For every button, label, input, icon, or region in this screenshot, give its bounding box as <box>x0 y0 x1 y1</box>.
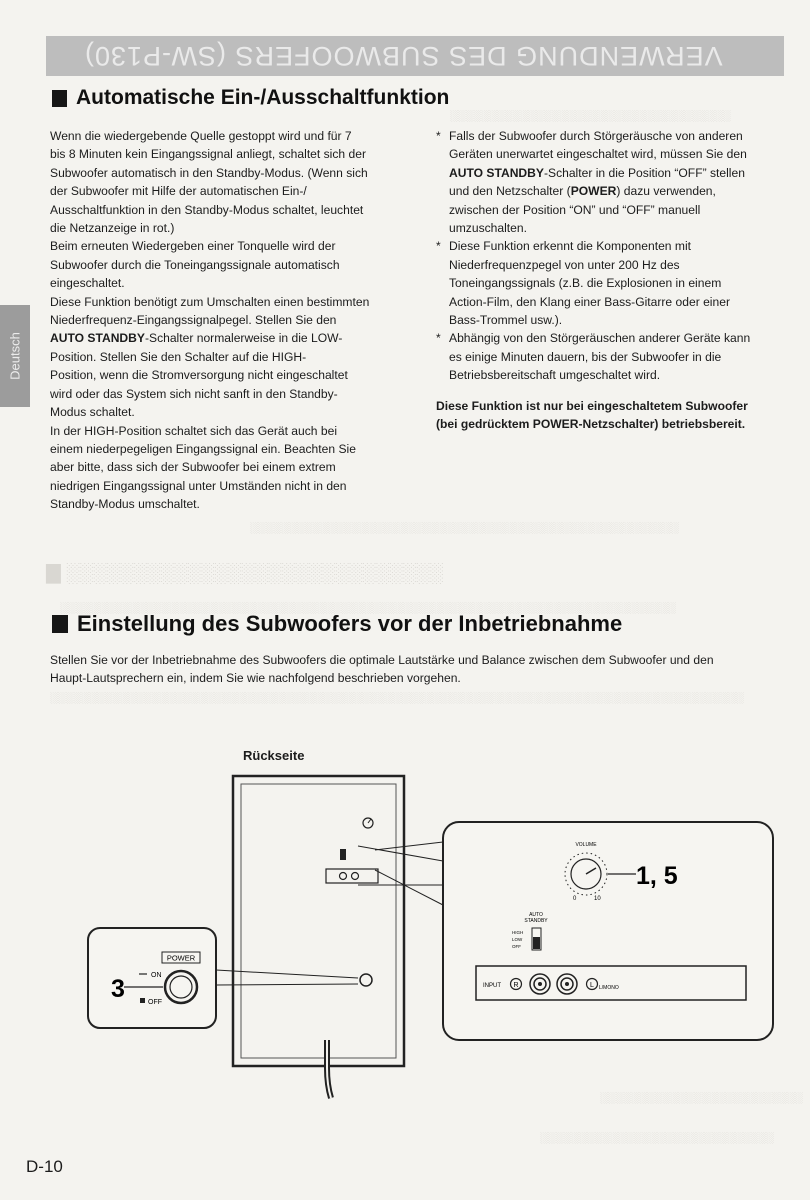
paragraph-line: Standby-Modus umschaltet. <box>50 497 200 512</box>
note-line-rest: -Schalter in die Position “OFF” stellen <box>543 165 745 180</box>
switch-high-label: HIGH <box>512 930 524 935</box>
paragraph-line: bis 8 Minuten kein Eingangssignal anliegt, schaltet sich der <box>50 147 366 162</box>
volume-max-label: 10 <box>594 896 601 902</box>
language-side-tab-label: Deutsch <box>7 332 23 380</box>
auto-standby-term: AUTO STANDBY <box>449 165 544 180</box>
paragraph-line: Position, wenn die Stromversorgung nicht eingeschaltet <box>50 368 348 383</box>
small-power-button <box>360 974 372 986</box>
note-line-part: ) dazu verwenden, <box>616 184 716 199</box>
switch-low-label: LOW <box>512 937 523 942</box>
paragraph-line: Wenn die wiedergebende Quelle gestoppt wird und für 7 <box>50 129 352 143</box>
asterisk-marker: * <box>436 129 441 143</box>
note-line: zwischen der Position “ON” und “OFF” manuell <box>449 202 701 217</box>
small-volume-pointer <box>368 819 371 823</box>
figure-title: Rückseite <box>243 748 305 763</box>
step-label-power: 3 <box>111 975 125 1003</box>
small-jack-r <box>340 873 347 880</box>
page-number: D-10 <box>26 1157 63 1176</box>
paragraph-line: Position. Stellen Sie den Schalter auf die HIGH- <box>50 349 307 364</box>
paragraph-line: Subwoofer durch die Toneingangssignale automatisch <box>50 257 340 272</box>
auto-standby-term: AUTO STANDBY <box>50 331 145 346</box>
note-line: Toneingangssignals (z.B. die Explosionen in einem <box>449 276 722 291</box>
note-bold-line: Diese Funktion ist nur bei eingeschaltetem Subwoofer <box>436 398 748 413</box>
small-standby-switch <box>340 849 346 860</box>
input-jack-r-pin <box>538 982 542 986</box>
section-heading-text: Automatische Ein-/Ausschaltfunktion <box>76 86 450 109</box>
note-line: Abhängig von den Störgeräuschen anderer Geräte kann <box>449 331 751 346</box>
paragraph-line: aber bitte, dass sich der Subwoofer bei einem extrem <box>50 460 336 475</box>
note-bold-line: (bei gedrücktem POWER-Netzschalter) betriebsbereit. <box>436 417 746 432</box>
auto-standby-label-2: STANDBY <box>524 918 548 924</box>
cabinet-outline <box>233 776 404 1066</box>
standby-switch-knob <box>533 937 540 949</box>
power-term: POWER <box>570 184 617 199</box>
paragraph-line: wird oder das System sich nicht sanft in den Standby- <box>50 386 338 401</box>
paragraph-line: Ausschaltfunktion in den Standby-Modus schaltet, leuchtet <box>50 202 364 217</box>
zoom-line-left <box>216 970 358 978</box>
note-line-part: und den Netzschalter ( <box>449 184 571 199</box>
paragraph-line: Diese Funktion benötigt zum Umschalten einen bestimmten <box>50 294 370 309</box>
small-jack-l <box>352 873 359 880</box>
asterisk-marker: * <box>436 239 441 254</box>
intro-line: Stellen Sie vor der Inbetriebnahme des Subwoofers die optimale Lautstärke und Balance zwischen dem Subwoofer und den <box>50 653 714 667</box>
power-label: POWER <box>166 953 196 963</box>
note-line: Niederfrequenzpegel von unter 200 Hz des <box>449 257 680 272</box>
section-heading-text: Einstellung des Subwoofers vor der Inbetriebnahme <box>77 611 623 636</box>
zoom-box-controls <box>443 822 773 1040</box>
note-line: Falls der Subwoofer durch Störgeräusche von anderen <box>449 129 743 143</box>
paragraph-line: einem niederpegeligen Eingangssignal ein. Beachten Sie <box>50 441 356 456</box>
auto-standby-label-1: AUTO <box>529 912 543 918</box>
note-line: Geräten unerwartet eingeschaltet wird, müssen Sie den <box>449 147 747 162</box>
note-line: Bass-Trommel usw.). <box>449 313 563 328</box>
paragraph-line: eingeschaltet. <box>50 276 125 291</box>
off-square-mark <box>140 998 145 1003</box>
input-label: INPUT <box>483 983 501 989</box>
note-line: Betriebsbereitschaft umgeschaltet wird. <box>449 368 661 383</box>
volume-min-label: 0 <box>573 896 577 902</box>
switch-off-label: OFF <box>512 944 521 949</box>
input-mono-label: L/MONO <box>599 985 619 991</box>
power-off-label: OFF <box>148 999 162 1006</box>
paragraph-line-rest: -Schalter normalerweise in die LOW- <box>144 331 343 346</box>
input-r-label: R <box>513 982 519 989</box>
paragraph-line: Modus schaltet. <box>50 405 135 420</box>
paragraph-line: Subwoofer automatisch in den Standby-Modus. (Wenn sich <box>50 165 368 180</box>
page-header-title: VERWENDUNG DES SUBWOOFERS (SW-P130) <box>84 41 723 71</box>
zoom-line-left <box>216 984 358 985</box>
zoom-line <box>358 846 443 861</box>
zoom-line <box>375 842 443 905</box>
note-line: Diese Funktion erkennt die Komponenten mit <box>449 239 692 254</box>
paragraph-line: die Netzanzeige in rot.) <box>50 221 175 236</box>
note-line: es einige Minuten dauern, bis der Subwoofer in die <box>449 349 722 364</box>
step-label-volume: 1, 5 <box>636 862 678 890</box>
paragraph-line: Niederfrequenz-Eingangssignalpegel. Stellen Sie den <box>50 313 337 328</box>
volume-label: VOLUME <box>575 842 597 848</box>
note-line: Action-Film, den Klang einer Bass-Gitarre oder einer <box>449 294 730 309</box>
power-on-label: ON <box>151 972 162 979</box>
paragraph-line: der Subwoofer mit Hilfe der automatischen Ein-/ <box>50 184 307 199</box>
intro-line: Haupt-Lautsprechern ein, indem Sie wie nachfolgend beschrieben vorgehen. <box>50 671 461 686</box>
paragraph-line: Beim erneuten Wiedergeben einer Tonquelle wird der <box>50 239 336 254</box>
input-jack-l-pin <box>565 982 569 986</box>
paragraph-line: niedrigen Eingangssignal unter Umständen nicht in den <box>50 478 347 493</box>
asterisk-marker: * <box>436 331 441 346</box>
note-line: umzuschalten. <box>449 221 527 236</box>
paragraph-line: In der HIGH-Position schaltet sich das Gerät auch bei <box>50 423 338 438</box>
input-l-label: L <box>590 982 594 989</box>
